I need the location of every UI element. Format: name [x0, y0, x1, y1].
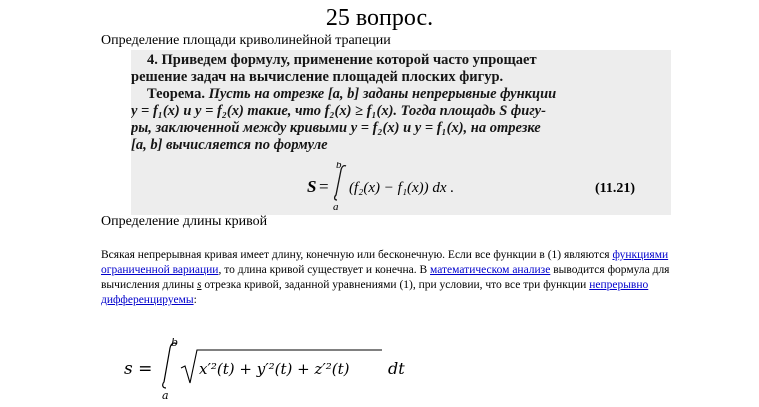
- area-formula: [307, 162, 667, 212]
- area-formula-lhs: S: [307, 177, 317, 196]
- scan-intro-line-2: решение задач на вычисление площадей плоских фигур.: [131, 69, 504, 85]
- scan-theorem-line-1: Теорема. Пусть на отрезке [a, b] заданы непрерывные функции: [147, 86, 557, 102]
- link-bounded-variation[interactable]: функциями ограниченной вариации: [101, 249, 669, 276]
- scan-intro-line-1: 4. Приведем формулу, применение которой часто упрощает: [147, 52, 537, 68]
- area-formula-integrand: (f₂(x) − f₁(x)) dx .: [349, 180, 455, 196]
- scanned-textbook-excerpt: [131, 50, 671, 215]
- integral-lower-limit: a: [162, 389, 169, 402]
- integral-sign: [163, 343, 177, 388]
- scan-theorem-line-3: ры, заключенной между кривыми y = f₂(x) и y = f₁(x), на отрезке: [131, 120, 541, 136]
- arc-length-lhs: s =: [124, 359, 153, 379]
- area-formula-equals: =: [319, 177, 329, 196]
- link-continuously-differentiable[interactable]: непрерывно дифференцируемы: [101, 279, 649, 306]
- curve-length-paragraph: Всякая непрерывная кривая имеет длину, конечную или бесконечную. Если все функции в (1) являются функциями ограниченной вариации, то длина кривой существует и конечна. В математическом анализе выводится формула для вычисления длины s отрезка кривой, заданной уравнениями (1), при условии, что все три функции непрерывно дифференцируемы:: [101, 249, 670, 306]
- scan-item-number: 4.: [147, 52, 158, 68]
- arc-length-formula: [124, 338, 424, 404]
- integral-upper-limit: b: [336, 162, 342, 171]
- section-heading-curve-length: Определение длины кривой: [101, 214, 268, 229]
- scan-theorem-label: Теорема.: [147, 86, 205, 102]
- scan-theorem-line-2: y = f₁(x) и y = f₂(x) такие, что f₂(x) ≥ f₁(x). Тогда площадь S фигу-: [131, 103, 546, 119]
- integral-upper-limit: b: [171, 338, 179, 349]
- variable-s: s: [197, 279, 202, 291]
- differential-dt: dt: [388, 359, 405, 378]
- integral-lower-limit: a: [333, 201, 339, 212]
- formula-number: (11.21): [595, 181, 636, 196]
- radicand: x′²(t) + y′²(t) + z′²(t): [199, 360, 350, 378]
- page-title: 25 вопрос.: [325, 5, 434, 31]
- scan-theorem-line-4: [a, b] вычисляется по формуле: [131, 137, 328, 153]
- link-mathematical-analysis[interactable]: математическом анализе: [430, 264, 551, 276]
- section-heading-area: Определение площади криволинейной трапеции: [101, 33, 391, 48]
